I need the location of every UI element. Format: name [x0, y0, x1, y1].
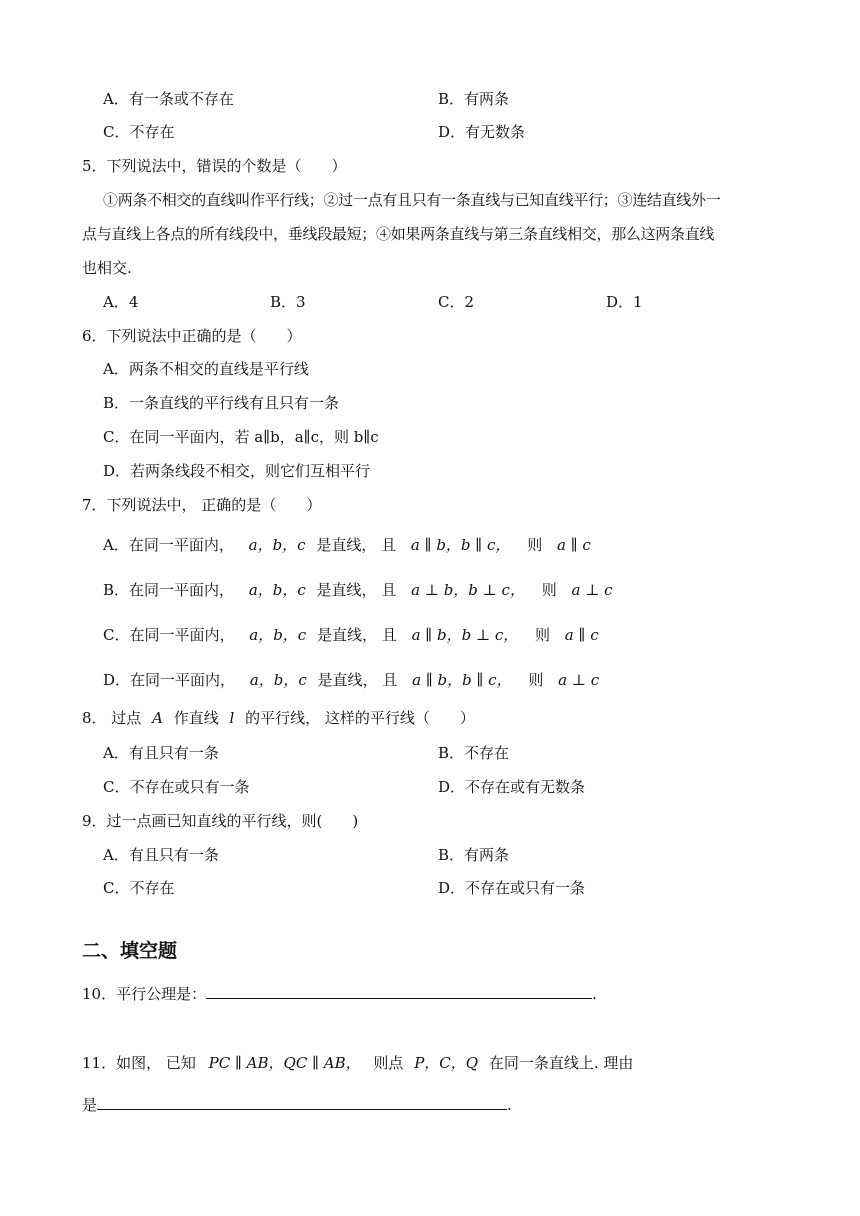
- q5-option-c: C．2: [438, 293, 475, 311]
- q8-option-c: C．不存在或只有一条: [103, 778, 250, 796]
- q8-stem: [82, 708, 475, 728]
- q7-option-a-cond: a ∥ b，b ∥ c，: [410, 536, 511, 554]
- q7-option-b-result: a ⊥ c: [571, 581, 613, 599]
- q7-option-d-prefix: D．在同一平面内，: [103, 671, 236, 689]
- q10-stem: 10．平行公理是：: [82, 985, 207, 1003]
- q8-line: l: [229, 709, 235, 727]
- q7-option-b-then: 则: [541, 581, 557, 599]
- q7-option-a: [103, 535, 591, 555]
- q11-post: 在同一条直线上. 理由: [488, 1054, 634, 1072]
- q4-option-c: C．不存在: [103, 123, 175, 141]
- q7-option-c-result: a ∥ c: [564, 626, 599, 644]
- q10-end: .: [592, 985, 597, 1003]
- q5-body-line2: 点与直线上各点的所有线段中，垂线段最短；④如果两条直线与第三条直线相交，那么这两条直线: [82, 225, 715, 243]
- q7-option-a-mid: 是直线， 且: [316, 536, 397, 554]
- q7-option-a-result: a ∥ c: [556, 536, 591, 554]
- q7-option-c-mid: 是直线， 且: [317, 626, 397, 644]
- q7-option-d-cond: a ∥ b，b ∥ c，: [412, 671, 512, 689]
- q7-option-b-prefix: B．在同一平面内，: [103, 581, 235, 599]
- q5-stem: 5．下列说法中，错误的个数是（ ）: [82, 157, 347, 175]
- q6-option-a: A．两条不相交的直线是平行线: [103, 360, 309, 378]
- q7-option-a-vars: a，b，c: [248, 536, 306, 554]
- q4-option-b: B．有两条: [438, 90, 510, 108]
- q9-option-b: B．有两条: [438, 846, 510, 864]
- q6-option-d: D．若两条线段不相交，则它们互相平行: [103, 462, 371, 480]
- q5-body-line3: 也相交.: [82, 259, 132, 277]
- q8-option-b: B．不存在: [438, 744, 510, 762]
- q7-option-d-result: a ⊥ c: [558, 671, 600, 689]
- q5-body-line1: ①两条不相交的直线叫作平行线；②过一点有且只有一条直线与已知直线平行；③连结直线外一: [103, 191, 721, 209]
- q11-answer-blank[interactable]: [97, 1093, 507, 1110]
- q7-option-a-then: 则: [527, 536, 543, 554]
- q7-option-c-vars: a，b，c: [249, 626, 307, 644]
- q11-points: P，C，Q: [414, 1054, 479, 1072]
- q8-stem-pre: 8． 过点: [82, 709, 142, 727]
- q7-option-b: [103, 580, 613, 600]
- q10: [82, 982, 597, 1004]
- q10-answer-blank[interactable]: [206, 982, 592, 999]
- q5-option-a: A．4: [103, 293, 139, 311]
- q7-option-b-mid: 是直线， 且: [316, 581, 397, 599]
- q8-point: A: [152, 709, 163, 727]
- q8-option-a: A．有且只有一条: [103, 744, 219, 762]
- q9-stem: 9．过一点画已知直线的平行线，则( ): [82, 812, 359, 830]
- q11-pre: 11．如图， 已知: [82, 1054, 196, 1072]
- section-heading-fill-in: 二、填空题: [82, 940, 178, 962]
- q9-option-d: D．不存在或只有一条: [438, 879, 586, 897]
- q11-line2-pre: 是: [82, 1096, 98, 1114]
- q11-end: .: [507, 1096, 512, 1114]
- q11-given: PC ∥ AB，QC ∥ AB，: [208, 1054, 361, 1072]
- q7-option-d-mid: 是直线， 且: [317, 671, 398, 689]
- q6-option-c: C．在同一平面内，若 a∥b，a∥c，则 b∥c: [103, 428, 379, 446]
- q11-line1: [82, 1053, 633, 1073]
- q7-option-b-cond: a ⊥ b，b ⊥ c，: [411, 581, 525, 599]
- q7-option-c-prefix: C．在同一平面内，: [103, 626, 235, 644]
- q4-option-d: D．有无数条: [438, 123, 526, 141]
- q5-option-d: D．1: [606, 293, 643, 311]
- q7-option-a-prefix: A．在同一平面内，: [103, 536, 234, 554]
- q7-option-d: [103, 670, 599, 690]
- q7-option-c-then: 则: [535, 626, 551, 644]
- q6-option-b: B．一条直线的平行线有且只有一条: [103, 394, 340, 412]
- q8-stem-mid: 作直线: [173, 709, 219, 727]
- q9-option-a: A．有且只有一条: [103, 846, 219, 864]
- q4-option-a: A．有一条或不存在: [103, 90, 234, 108]
- q7-option-d-then: 则: [528, 671, 544, 689]
- q6-stem: 6．下列说法中正确的是（ ）: [82, 327, 302, 345]
- q7-option-c-cond: a ∥ b，b ⊥ c，: [411, 626, 519, 644]
- q11-mid: 则点: [373, 1054, 404, 1072]
- q5-option-b: B．3: [270, 293, 306, 311]
- q9-option-c: C．不存在: [103, 879, 175, 897]
- q7-stem: 7．下列说法中， 正确的是（ ）: [82, 496, 322, 514]
- q8-stem-post: 的平行线， 这样的平行线（ ）: [245, 709, 475, 727]
- q7-option-b-vars: a，b，c: [248, 581, 306, 599]
- q11-line2: [82, 1093, 512, 1115]
- q8-option-d: D．不存在或有无数条: [438, 778, 586, 796]
- q7-option-d-vars: a，b，c: [249, 671, 307, 689]
- q7-option-c: [103, 625, 599, 645]
